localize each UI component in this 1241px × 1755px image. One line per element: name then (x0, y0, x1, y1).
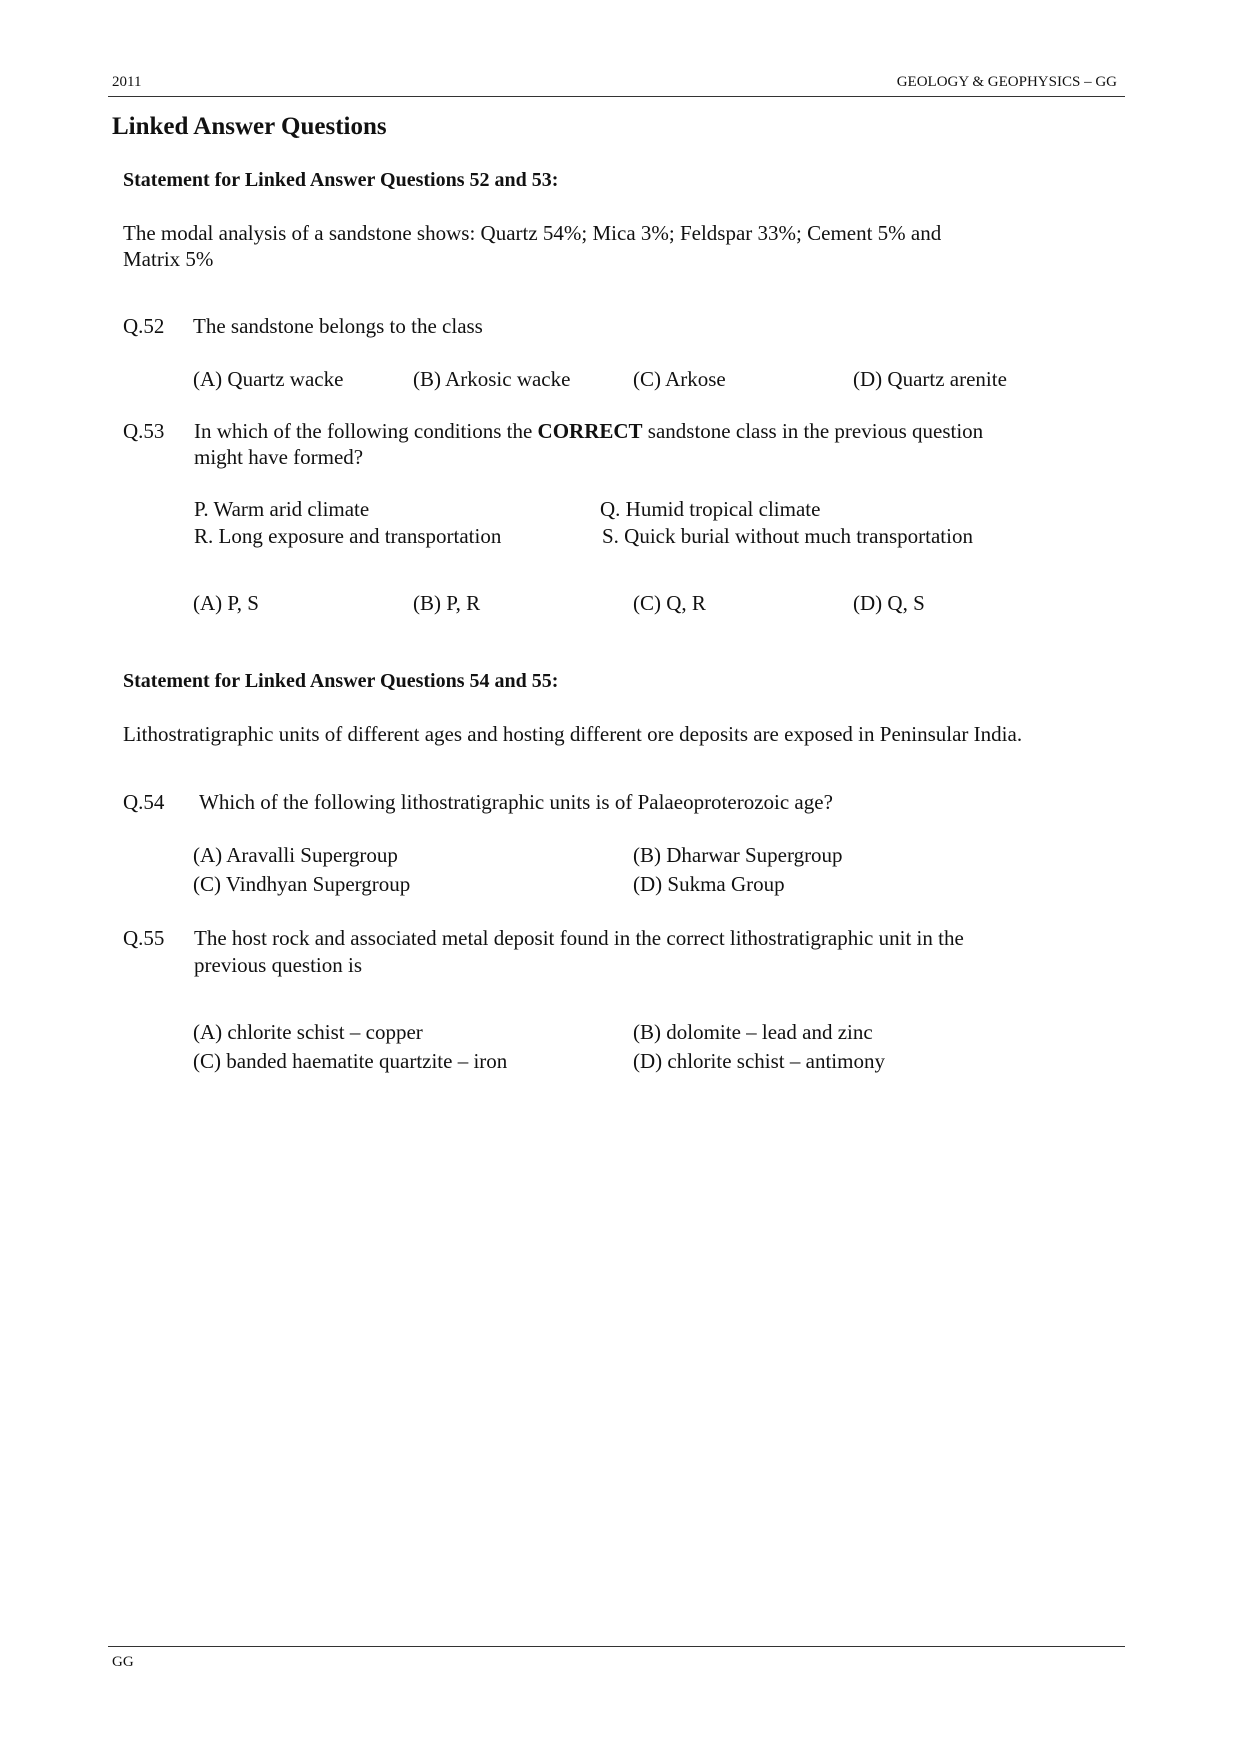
option-53-b: (B) P, R (413, 591, 481, 615)
section-title: Linked Answer Questions (112, 113, 387, 140)
question-number-54: Q.54 (123, 790, 165, 814)
footer-code: GG (112, 1654, 134, 1670)
option-53-d: (D) Q, S (853, 591, 925, 615)
question-text-53-line2: might have formed? (194, 445, 364, 469)
question-text-54: Which of the following lithostratigraphic units is of Palaeoproterozoic age? (199, 790, 833, 814)
option-55-d: (D) chlorite schist – antimony (633, 1049, 885, 1073)
option-55-c: (C) banded haematite quartzite – iron (193, 1049, 508, 1073)
condition-q: Q. Humid tropical climate (600, 497, 821, 521)
statement-text-54-55: Lithostratigraphic units of different ages and hosting different ore deposits are exposed in Peninsular India. (123, 722, 1023, 746)
option-52-b: (B) Arkosic wacke (413, 367, 571, 391)
option-54-d: (D) Sukma Group (633, 872, 785, 896)
option-55-b: (B) dolomite – lead and zinc (633, 1020, 873, 1044)
question-number-52: Q.52 (123, 314, 165, 338)
question-text-55-line1: The host rock and associated metal deposit found in the correct lithostratigraphic unit in the (194, 926, 964, 950)
header-paper-title: GEOLOGY & GEOPHYSICS – GG (896, 74, 1117, 90)
statement-text-line2: Matrix 5% (123, 247, 214, 271)
question-text-55-line2: previous question is (194, 953, 362, 977)
statement-text-line1: The modal analysis of a sandstone shows: Quartz 54%; Mica 3%; Feldspar 33%; Cement 5% and (123, 221, 942, 245)
option-54-c: (C) Vindhyan Supergroup (193, 872, 411, 896)
option-54-a: (A) Aravalli Supergroup (193, 843, 398, 867)
question-text-53-before: In which of the following conditions the (194, 419, 538, 443)
condition-p: P. Warm arid climate (194, 497, 370, 521)
header-rule (108, 96, 1125, 97)
question-text-53-line1 (194, 419, 983, 444)
question-text-53-bold: CORRECT (537, 419, 643, 443)
option-52-c: (C) Arkose (633, 367, 726, 391)
option-55-a: (A) chlorite schist – copper (193, 1020, 423, 1044)
option-54-b: (B) Dharwar Supergroup (633, 843, 843, 867)
option-52-d: (D) Quartz arenite (853, 367, 1007, 391)
condition-s: S. Quick burial without much transportation (602, 524, 973, 548)
question-text-53-after: sandstone class in the previous question (642, 419, 984, 443)
condition-r: R. Long exposure and transportation (194, 524, 502, 548)
question-number-53: Q.53 (123, 419, 165, 443)
option-53-a: (A) P, S (193, 591, 259, 615)
header-year: 2011 (112, 74, 142, 90)
footer-rule (108, 1646, 1125, 1647)
question-number-55: Q.55 (123, 926, 165, 950)
option-53-c: (C) Q, R (633, 591, 706, 615)
statement-heading-54-55: Statement for Linked Answer Questions 54 and 55: (123, 670, 559, 692)
question-text-52: The sandstone belongs to the class (193, 314, 483, 338)
option-52-a: (A) Quartz wacke (193, 367, 344, 391)
statement-heading-52-53: Statement for Linked Answer Questions 52 and 53: (123, 169, 559, 191)
